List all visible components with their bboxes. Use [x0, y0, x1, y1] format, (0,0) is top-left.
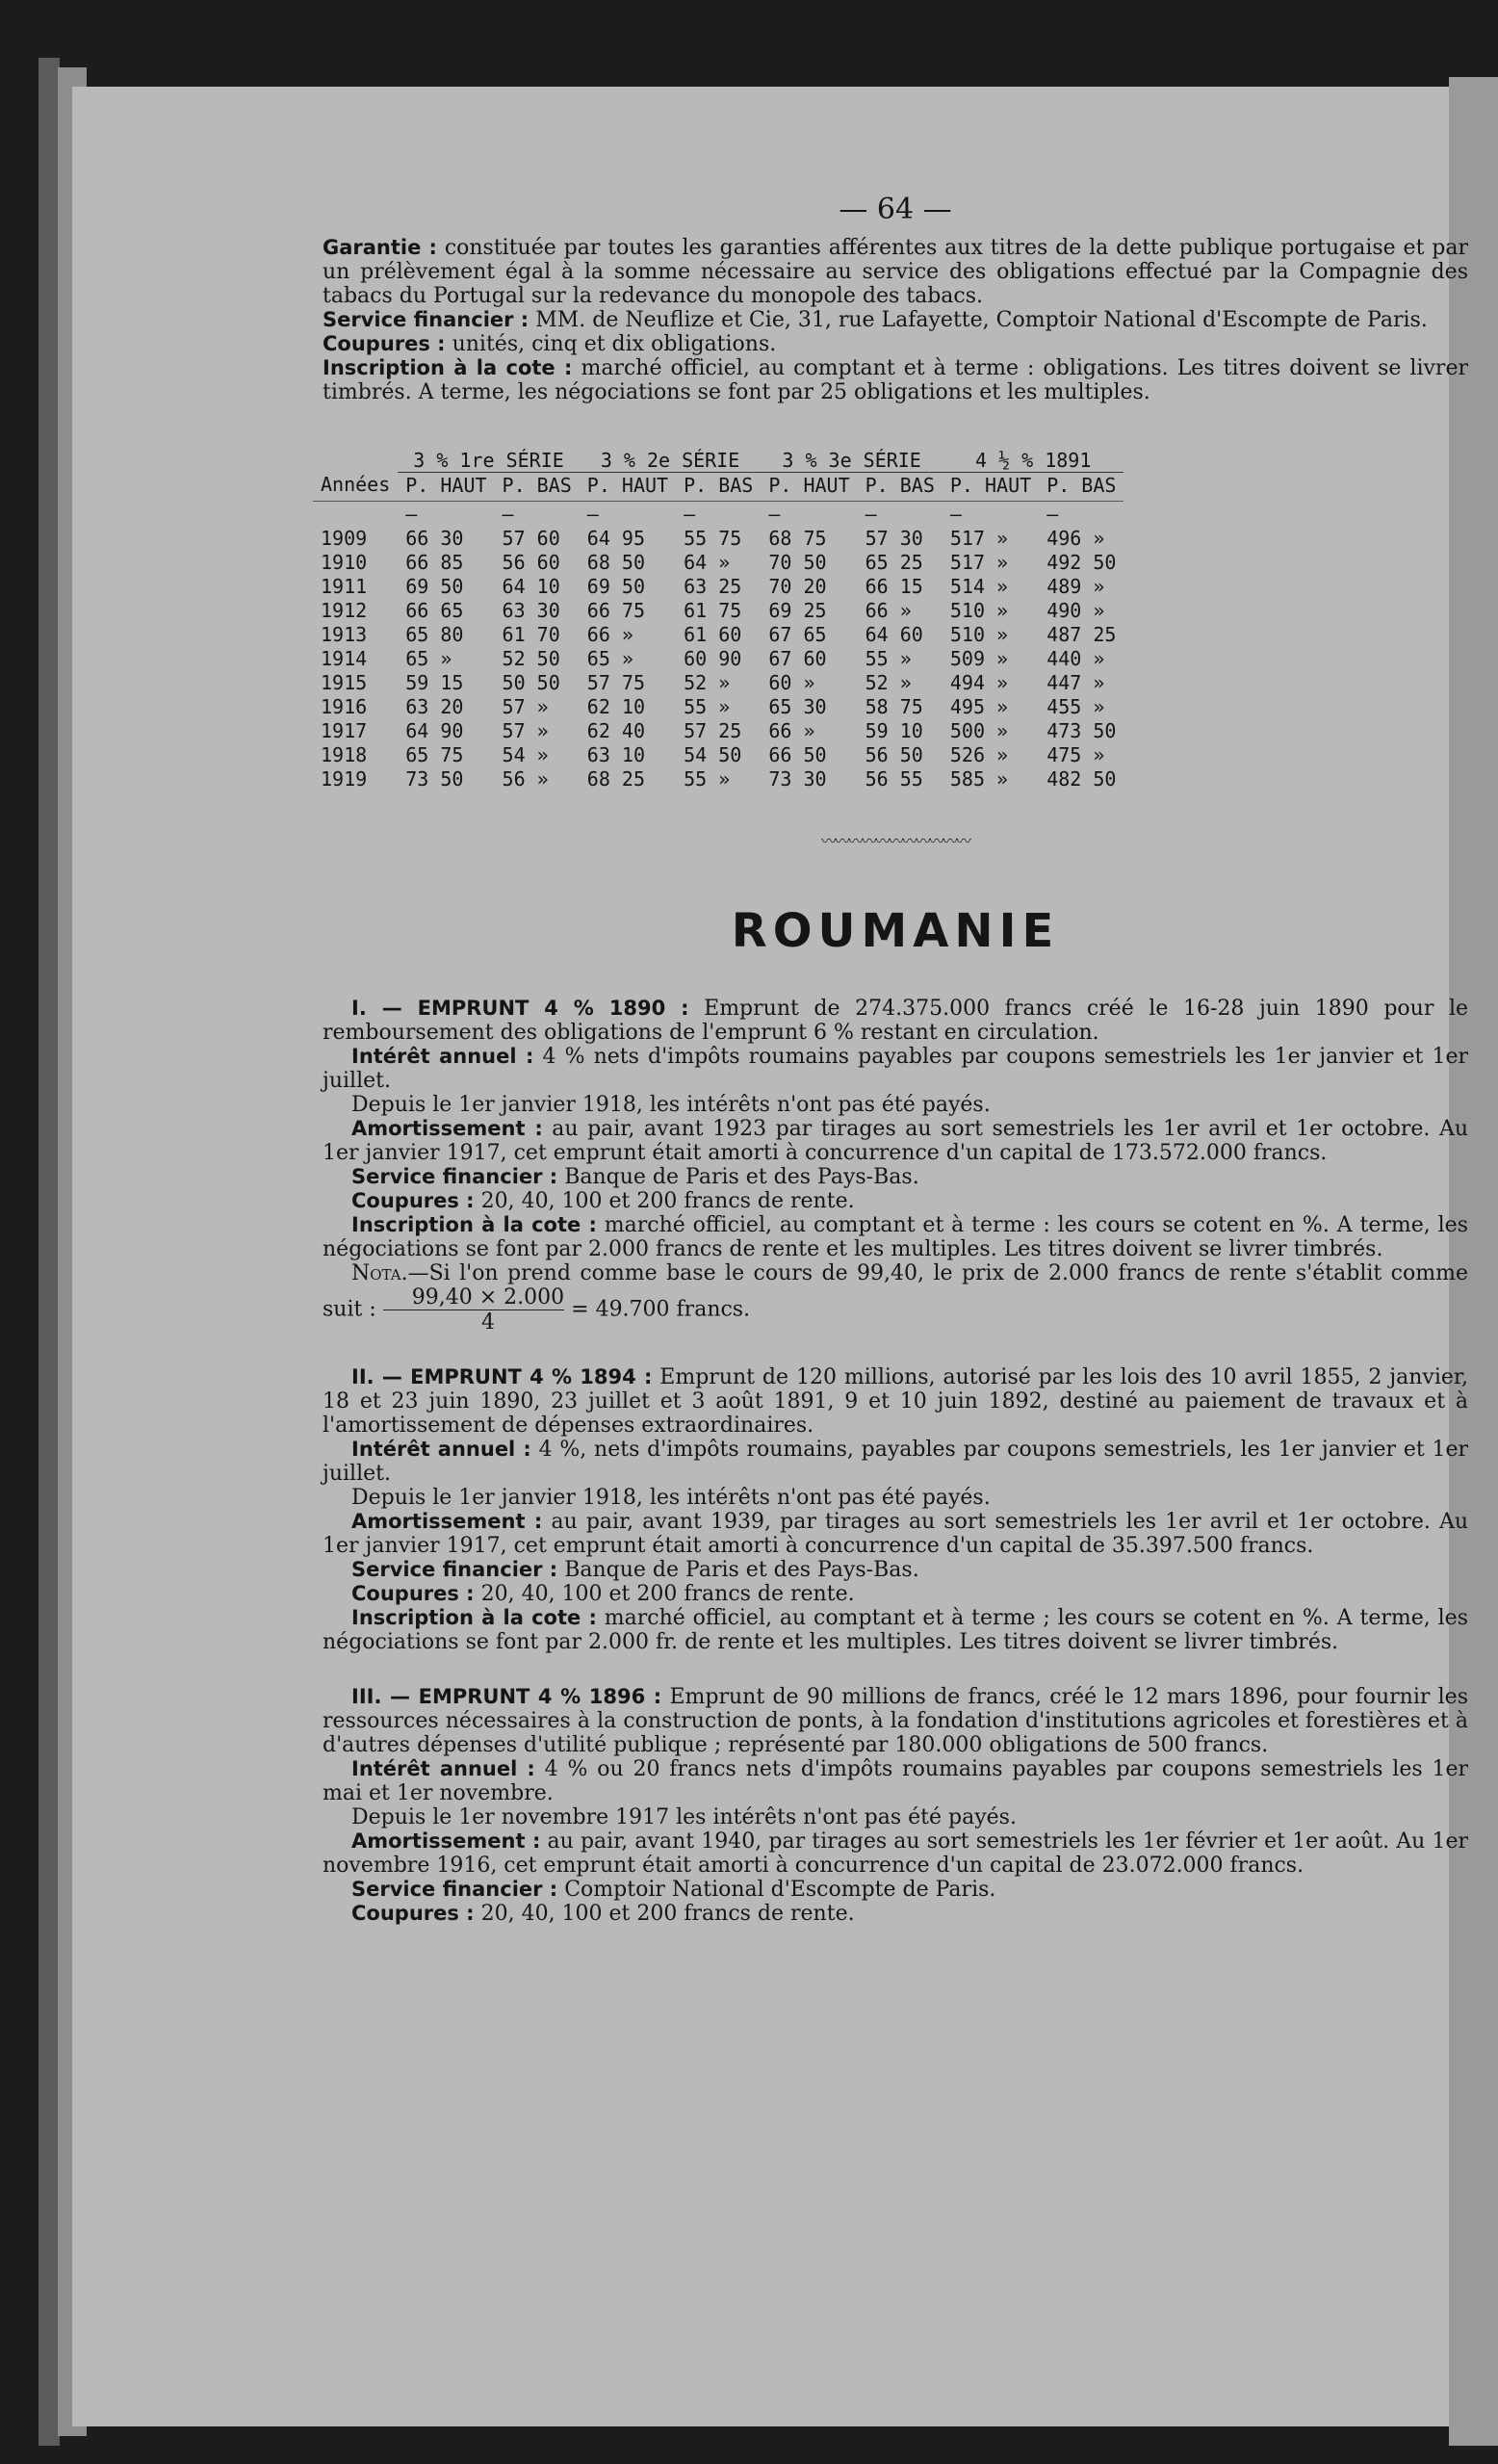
- high-price-cell: 65 30: [768, 694, 827, 718]
- high-price-cell: 517 »: [949, 550, 1009, 574]
- low-price-cell: 66 15: [865, 574, 923, 598]
- low-price-cell: 56 »: [502, 766, 549, 791]
- low-price-cell: 55 »: [865, 646, 912, 670]
- haut-header: P. HAUT: [943, 473, 1039, 502]
- table-row: [313, 670, 1124, 694]
- emprunt-3-text: Emprunt de 90 millions de francs, créé le 12 mars 1896, pour fournir les ressources nécessaires à la construction de ponts, à la fondation d'institutions agricoles et forestières et à d'autres dépenses d'utilité publique ; représenté par 180.000 obligations de 500 francs.: [323, 1685, 1468, 1757]
- year-cell: 1917: [321, 718, 368, 742]
- low-price-cell: 63 30: [502, 598, 560, 622]
- e2-depuis: Depuis le 1er janvier 1918, les intérêts n'ont pas été payés.: [351, 1486, 991, 1510]
- inscription-text: marché officiel, au comptant et à terme : obligations. Les titres doivent se livrer timbrés. A terme, les négociations se font par 25 obligations et les multiples.: [323, 356, 1468, 404]
- e2-inscription: [323, 1606, 1468, 1654]
- high-price-cell: 509 »: [949, 646, 1009, 670]
- spacer: [323, 1335, 1468, 1365]
- dash-cell: —: [949, 502, 962, 526]
- year-cell: 1911: [321, 574, 368, 598]
- low-price-cell: 55 »: [684, 694, 731, 718]
- low-price-cell: 447 »: [1046, 670, 1105, 694]
- coupures-text: 20, 40, 100 et 200 francs de rente.: [480, 1189, 855, 1213]
- low-price-cell: 57 60: [502, 526, 560, 550]
- inscription-text: marché officiel, au comptant et à terme : les cours se cotent en %. A terme, les négociations se font par 2.000 francs de rente et les multiples. Les titres doivent se livrer timbrés.: [323, 1213, 1468, 1261]
- high-price-cell: 70 50: [768, 550, 827, 574]
- emprunt-1-text: Emprunt de 274.375.000 francs créé le 16-28 juin 1890 pour le remboursement des obligations de l'emprunt 6 % restant en circulation.: [323, 997, 1469, 1045]
- interet-label: Intérêt annuel :: [351, 1438, 531, 1461]
- low-price-cell: 61 70: [502, 622, 560, 646]
- high-price-cell: 63 10: [586, 742, 646, 766]
- table-row: [313, 598, 1124, 622]
- high-price-cell: 514 »: [949, 574, 1009, 598]
- high-price-cell: 517 »: [949, 526, 1009, 550]
- service-text: MM. de Neuflize et Cie, 31, rue Lafayette, Comptoir National d'Escompte de Paris.: [535, 308, 1428, 332]
- low-price-cell: 496 »: [1046, 526, 1105, 550]
- high-price-cell: 64 95: [586, 526, 646, 550]
- amortissement-text: au pair, avant 1923 par tirages au sort semestriels les 1er avril et 1er octobre. Au 1er janvier 1917, cet emprunt était amorti à concurrence d'un capital de 173.572.000 francs.: [323, 1117, 1468, 1165]
- high-price-cell: 62 10: [586, 694, 646, 718]
- inscription-paragraph: [323, 356, 1468, 404]
- coupures-paragraph: [323, 332, 1468, 356]
- section-title: ROUMANIE: [731, 904, 1060, 958]
- low-price-cell: 59 10: [865, 718, 923, 742]
- bas-header: P. BAS: [676, 473, 761, 502]
- low-price-cell: 57 »: [502, 694, 549, 718]
- low-price-cell: 54 50: [684, 742, 742, 766]
- coupures-text: unités, cinq et dix obligations.: [452, 332, 777, 356]
- emprunt-2-text: Emprunt de 120 millions, autorisé par les lois des 10 avril 1855, 2 janvier, 18 et 23 juin 1890, 23 juillet et 3 août 1891, 9 et 10 juin 1892, destiné au paiement de travaux et à l'amortissement de dépenses extraordinaires.: [323, 1365, 1468, 1438]
- low-price-cell: 65 25: [865, 550, 923, 574]
- bas-header: P. BAS: [495, 473, 580, 502]
- high-price-cell: 526 »: [949, 742, 1009, 766]
- low-price-cell: 52 50: [502, 646, 560, 670]
- nota-text: —Si l'on prend comme base le cours de 99,40, le prix de 2.000 francs de rente s'établit comme suit :: [323, 1261, 1468, 1322]
- high-price-cell: 66 50: [768, 742, 827, 766]
- high-price-cell: 510 »: [949, 598, 1009, 622]
- service-label: Service financier :: [351, 1878, 558, 1901]
- e1-depuis: Depuis le 1er janvier 1918, les intérêts n'ont pas été payés.: [351, 1093, 991, 1117]
- year-cell: 1915: [321, 670, 368, 694]
- high-price-cell: 73 30: [768, 766, 827, 791]
- coupures-label: Coupures :: [351, 1902, 475, 1925]
- e2-service: [323, 1558, 1468, 1582]
- high-price-cell: 69 50: [405, 574, 464, 598]
- high-price-cell: 495 »: [949, 694, 1009, 718]
- low-price-cell: 61 60: [684, 622, 742, 646]
- coupures-text: 20, 40, 100 et 200 francs de rente.: [480, 1902, 855, 1926]
- low-price-cell: 54 »: [502, 742, 549, 766]
- year-cell: 1918: [321, 742, 368, 766]
- interet-text: 4 % ou 20 francs nets d'impôts roumains payables par coupons semestriels les 1er mai et 1er novembre.: [323, 1757, 1468, 1805]
- table-body: [313, 526, 1124, 791]
- inscription-text: marché officiel, au comptant et à terme ; les cours se cotent en %. A terme, les négociations se font par 2.000 fr. de rente et les multiples. Les titres doivent se livrer timbrés.: [323, 1606, 1468, 1654]
- group-header: 3 % 1re SÉRIE: [398, 448, 580, 473]
- dash-cell: —: [405, 502, 418, 526]
- bas-header: P. BAS: [1039, 473, 1124, 502]
- high-price-cell: 585 »: [949, 766, 1009, 791]
- group-header: 3 % 2e SÉRIE: [580, 448, 762, 473]
- emprunt-2-heading: [323, 1365, 1468, 1438]
- e2-interet: [323, 1438, 1468, 1486]
- low-price-cell: 490 »: [1046, 598, 1105, 622]
- emprunt-1-heading: [323, 997, 1468, 1045]
- low-price-cell: 56 60: [502, 550, 560, 574]
- high-price-cell: 65 80: [405, 622, 464, 646]
- high-price-cell: 64 90: [405, 718, 464, 742]
- inscription-label: Inscription à la cote :: [351, 1606, 597, 1629]
- high-price-cell: 57 75: [586, 670, 646, 694]
- low-price-cell: 55 »: [684, 766, 731, 791]
- table-row: [313, 694, 1124, 718]
- year-cell: 1910: [321, 550, 368, 574]
- fraction-denominator: 4: [480, 1310, 495, 1335]
- e1-interet: [323, 1045, 1468, 1093]
- amortissement-label: Amortissement :: [351, 1829, 541, 1853]
- haut-header: P. HAUT: [761, 473, 857, 502]
- amortissement-text: au pair, avant 1939, par tirages au sort semestriels les 1er avril et 1er octobre. Au 1er janvier 1917, cet emprunt était amorti à concurrence d'un capital de 35.397.500 francs.: [323, 1510, 1469, 1558]
- low-price-cell: 57 »: [502, 718, 549, 742]
- year-cell: 1913: [321, 622, 368, 646]
- high-price-cell: 494 »: [949, 670, 1009, 694]
- table-row: [313, 622, 1124, 646]
- e1-amortissement: [323, 1117, 1468, 1165]
- high-price-cell: 63 20: [405, 694, 464, 718]
- dash-cell: —: [1046, 502, 1059, 526]
- dash-cell: [313, 502, 398, 527]
- book-page: [72, 87, 1469, 2426]
- high-price-cell: 66 »: [586, 622, 633, 646]
- page-number: — 64 —: [839, 193, 952, 226]
- e3-depuis: Depuis le 1er novembre 1917 les intérêts n'ont pas été payés.: [351, 1805, 1017, 1829]
- fraction-result: = 49.700 francs.: [571, 1297, 751, 1322]
- high-price-cell: 67 60: [768, 646, 827, 670]
- e1-inscription: [323, 1213, 1468, 1261]
- low-price-cell: 57 30: [865, 526, 923, 550]
- inscription-label: Inscription à la cote :: [323, 356, 573, 379]
- garantie-text: constituée par toutes les garanties afférentes aux titres de la dette publique portugaise et par un prélèvement égal à la somme nécessaire au service des obligations effectué par la Compagnie des tabacs du Portugal sur la redevance du monopole des tabacs.: [323, 236, 1468, 308]
- emprunt-1-label: I. — EMPRUNT 4 % 1890 :: [351, 997, 689, 1020]
- e2-amortissement: [323, 1510, 1468, 1558]
- low-price-cell: 64 10: [502, 574, 560, 598]
- e3-coupures: [323, 1902, 1468, 1926]
- year-cell: 1909: [321, 526, 368, 550]
- year-cell: 1912: [321, 598, 368, 622]
- calculation-fraction: [383, 1285, 564, 1335]
- haut-header: P. HAUT: [398, 473, 494, 502]
- high-price-cell: 68 50: [586, 550, 646, 574]
- table-row: [313, 766, 1124, 791]
- coupures-text: 20, 40, 100 et 200 francs de rente.: [480, 1582, 855, 1606]
- low-price-cell: 58 75: [865, 694, 923, 718]
- emprunt-2-label: II. — EMPRUNT 4 % 1894 :: [351, 1365, 653, 1388]
- e1-nota: [323, 1261, 1468, 1335]
- e2-coupures: [323, 1582, 1468, 1606]
- high-price-cell: 510 »: [949, 622, 1009, 646]
- low-price-cell: 56 50: [865, 742, 923, 766]
- low-price-cell: 487 25: [1046, 622, 1117, 646]
- e1-coupures: [323, 1189, 1468, 1213]
- low-price-cell: 482 50: [1046, 766, 1117, 791]
- group-header: 4 ½ % 1891: [943, 448, 1124, 473]
- table-row: [313, 526, 1124, 550]
- high-price-cell: 68 75: [768, 526, 827, 550]
- service-label: Service financier :: [323, 308, 529, 331]
- table-row: [313, 742, 1124, 766]
- dash-cell: —: [684, 502, 696, 526]
- year-cell: 1914: [321, 646, 368, 670]
- coupures-label: Coupures :: [351, 1582, 475, 1605]
- e3-amortissement: [323, 1829, 1468, 1878]
- low-price-cell: 57 25: [684, 718, 742, 742]
- price-table: [313, 448, 1124, 791]
- high-price-cell: 65 »: [405, 646, 452, 670]
- table-row: [313, 550, 1124, 574]
- year-cell: 1919: [321, 766, 368, 791]
- dash-cell: —: [865, 502, 877, 526]
- low-price-cell: 52 »: [684, 670, 731, 694]
- low-price-cell: 64 »: [684, 550, 731, 574]
- high-price-cell: 70 20: [768, 574, 827, 598]
- bas-header: P. BAS: [858, 473, 943, 502]
- page-content: [323, 193, 1468, 1926]
- dash-cell: —: [502, 502, 514, 526]
- low-price-cell: 50 50: [502, 670, 560, 694]
- high-price-cell: 59 15: [405, 670, 464, 694]
- high-price-cell: 66 »: [768, 718, 815, 742]
- fraction-numerator: 99,40 × 2.000: [383, 1285, 564, 1310]
- garantie-paragraph: [323, 236, 1468, 308]
- table-row: [313, 574, 1124, 598]
- emprunt-3-label: III. — EMPRUNT 4 % 1896 :: [351, 1685, 662, 1708]
- high-price-cell: 66 30: [405, 526, 464, 550]
- low-price-cell: 475 »: [1046, 742, 1105, 766]
- high-price-cell: 68 25: [586, 766, 646, 791]
- high-price-cell: 65 »: [586, 646, 633, 670]
- book-edge: [39, 58, 60, 2446]
- amortissement-text: au pair, avant 1940, par tirages au sort semestriels les 1er février et 1er août. Au 1er novembre 1916, cet emprunt était amorti à concurrence d'un capital de 23.072.000 francs.: [323, 1829, 1469, 1878]
- inscription-label: Inscription à la cote :: [351, 1213, 597, 1236]
- ornament-divider: 〰〰〰〰〰〰〰〰〰〰〰: [820, 832, 969, 850]
- low-price-cell: 64 60: [865, 622, 923, 646]
- high-price-cell: 65 75: [405, 742, 464, 766]
- low-price-cell: 61 75: [684, 598, 742, 622]
- dash-cell: —: [586, 502, 599, 526]
- dash-cell: —: [768, 502, 781, 526]
- low-price-cell: 60 90: [684, 646, 742, 670]
- coupures-label: Coupures :: [351, 1189, 475, 1212]
- garantie-label: Garantie :: [323, 236, 437, 259]
- low-price-cell: 52 »: [865, 670, 912, 694]
- high-price-cell: 66 75: [586, 598, 646, 622]
- low-price-cell: 63 25: [684, 574, 742, 598]
- year-cell: 1916: [321, 694, 368, 718]
- high-price-cell: 66 85: [405, 550, 464, 574]
- low-price-cell: 489 »: [1046, 574, 1105, 598]
- interet-text: 4 % nets d'impôts roumains payables par coupons semestriels les 1er janvier et 1er juillet.: [323, 1045, 1468, 1093]
- interet-text: 4 %, nets d'impôts roumains, payables par coupons semestriels, les 1er janvier et 1er juillet.: [323, 1438, 1469, 1486]
- low-price-cell: 455 »: [1046, 694, 1105, 718]
- interet-label: Intérêt annuel :: [351, 1757, 535, 1780]
- service-paragraph: [323, 308, 1468, 332]
- table-corner: [313, 448, 398, 473]
- nota-label: Nota.: [351, 1261, 408, 1285]
- table-row: [313, 646, 1124, 670]
- haut-header: P. HAUT: [580, 473, 676, 502]
- emprunt-3-heading: [323, 1685, 1468, 1757]
- table-row: [313, 718, 1124, 742]
- high-price-cell: 69 50: [586, 574, 646, 598]
- spacer: [323, 1654, 1468, 1685]
- e3-service: [323, 1878, 1468, 1902]
- service-text: Banque de Paris et des Pays-Bas.: [564, 1165, 919, 1189]
- years-header: Années: [313, 473, 398, 502]
- interet-label: Intérêt annuel :: [351, 1045, 534, 1068]
- high-price-cell: 62 40: [586, 718, 646, 742]
- low-price-cell: 55 75: [684, 526, 742, 550]
- high-price-cell: 73 50: [405, 766, 464, 791]
- service-label: Service financier :: [351, 1165, 558, 1188]
- high-price-cell: 66 65: [405, 598, 464, 622]
- low-price-cell: 66 »: [865, 598, 912, 622]
- amortissement-label: Amortissement :: [351, 1117, 543, 1140]
- high-price-cell: 500 »: [949, 718, 1009, 742]
- high-price-cell: 67 65: [768, 622, 827, 646]
- e3-interet: [323, 1757, 1468, 1805]
- high-price-cell: 60 »: [768, 670, 815, 694]
- e1-service: [323, 1165, 1468, 1189]
- low-price-cell: 56 55: [865, 766, 923, 791]
- service-text: Banque de Paris et des Pays-Bas.: [564, 1558, 919, 1582]
- high-price-cell: 69 25: [768, 598, 827, 622]
- group-header: 3 % 3e SÉRIE: [761, 448, 943, 473]
- service-label: Service financier :: [351, 1558, 558, 1581]
- service-text: Comptoir National d'Escompte de Paris.: [564, 1878, 996, 1902]
- low-price-cell: 473 50: [1046, 718, 1117, 742]
- amortissement-label: Amortissement :: [351, 1510, 543, 1533]
- low-price-cell: 492 50: [1046, 550, 1117, 574]
- coupures-label: Coupures :: [323, 332, 446, 355]
- low-price-cell: 440 »: [1046, 646, 1105, 670]
